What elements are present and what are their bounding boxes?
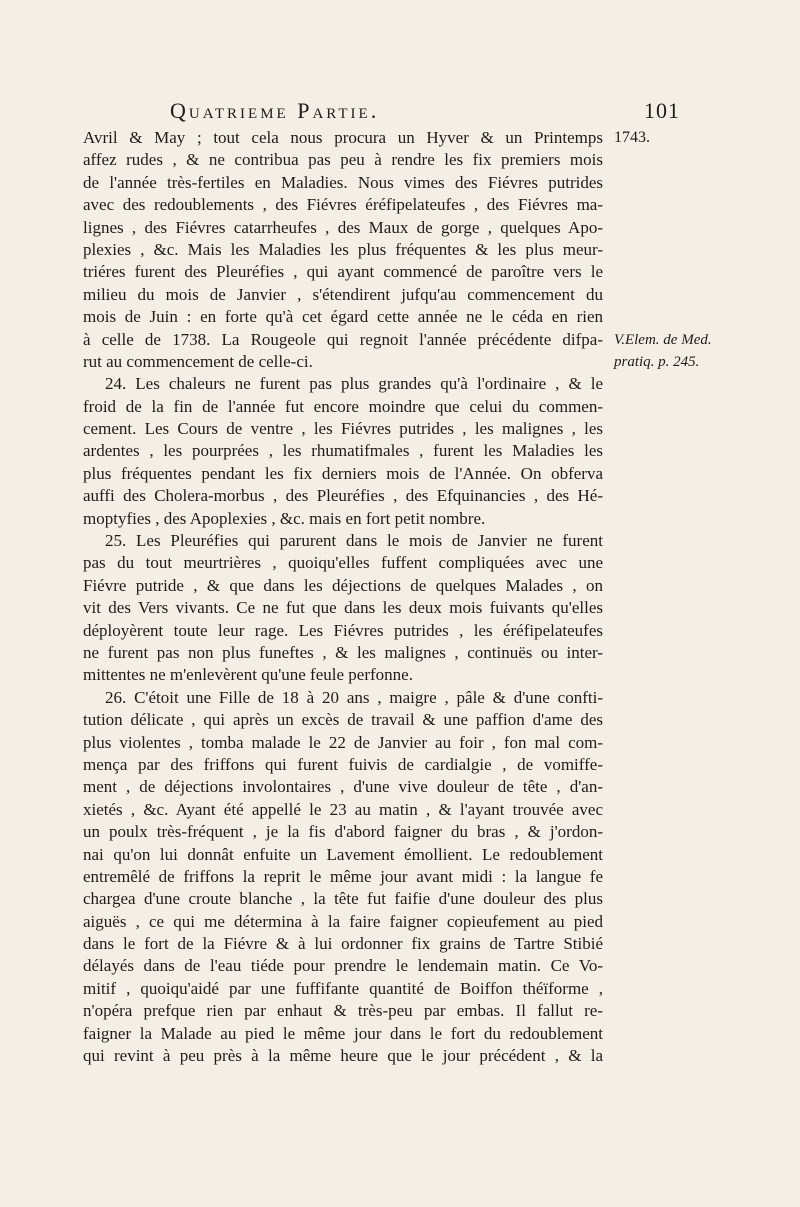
text-line: ne furent pas non plus funeftes , & les malignes , continuës ou inter-	[83, 642, 603, 662]
text-line: mittentes ne m'enlevèrent qu'une feule perfonne.	[83, 665, 413, 685]
text-line: de l'année très-fertiles en Maladies. Nous vimes des Fiévres putrides	[83, 172, 603, 192]
text-line: nai qu'on lui donnât enfuite un Lavement émollient. Le redoublement	[83, 844, 603, 864]
text-line: mença par des friffons qui furent fuivis de cardialgie , de vomiffe-	[83, 754, 603, 774]
text-line: vit des Vers vivants. Ce ne fut que dans les deux mois fuivants qu'elles	[83, 598, 603, 618]
text-line: n'opéra prefque rien par enhaut & très-peu par embas. Il fallut re-	[83, 1001, 603, 1021]
text-line: plus fréquentes pendant les fix derniers mois de l'Année. On obferva	[83, 463, 603, 483]
text-line: triéres furent des Pleuréfies , qui ayant commencé de paroître vers le	[83, 262, 603, 282]
text-line: ardentes , les pourprées , les rhumatifmales , furent les Maladies les	[83, 441, 603, 461]
text-line: Avril & May ; tout cela nous procura un Hyver & un Printemps	[83, 128, 603, 147]
text-line: lignes , des Fiévres catarrheufes , des Maux de gorge , quelques Apo-	[83, 217, 603, 237]
text-line: plexies , &c. Mais les Maladies les plus fréquentes & les plus meur-	[83, 239, 603, 259]
margin-year: 1743.	[614, 129, 650, 146]
text-line: mois de Juin : en forte qu'à cet égard cette année ne le céda en rien	[83, 307, 603, 327]
text-line: ment , de déjections involontaires , d'une vive douleur de tête , d'an-	[83, 777, 603, 797]
paragraph-25-start: 25. Les Pleuréfies qui parurent dans le mois de Janvier ne furent	[105, 531, 603, 551]
page-number: 101	[644, 98, 680, 123]
text-line: qui revint à peu près à la même heure que le jour précédent , & la	[83, 1046, 603, 1066]
text-line: milieu du mois de Janvier , s'étendirent jufqu'au commencement du	[83, 284, 603, 304]
text-line: mitif , quoiqu'aidé par une fuffifante quantité de Boiffon théïforme ,	[83, 978, 603, 998]
text-line: déployèrent toute leur rage. Les Fiévres putrides , les éréfipelateufes	[83, 620, 603, 640]
text-line: chargea d'une croute blanche , la tête fut faifie d'une douleur des plus	[83, 889, 603, 909]
text-line: dans le fort de la Fiévre & à lui ordonner fix grains de Tartre Stibié	[83, 934, 603, 954]
text-line: auffi des Cholera-morbus , des Pleuréfies , des Efquinancies , des Hé-	[83, 486, 603, 506]
running-head	[170, 98, 680, 124]
paragraph-24-start: 24. Les chaleurs ne furent pas plus grandes qu'à l'ordinaire , & le	[105, 374, 603, 394]
text-line: plus violentes , tomba malade le 22 de Janvier au foir , fon mal com-	[83, 732, 603, 752]
text-line: affez rudes , & ne contribua pas peu à rendre les fix premiers mois	[83, 150, 603, 170]
text-line: rut au commencement de celle-ci.	[83, 351, 313, 371]
running-head-title: Quatrieme Partie.	[170, 98, 380, 123]
text-line: tution délicate , qui après un excès de travail & une paffion d'ame des	[83, 710, 603, 730]
margin-reference-line-1: V.Elem. de Med.	[614, 332, 712, 348]
text-line: délayés dans de l'eau tiéde pour prendre le lendemain matin. Ce Vo-	[83, 956, 603, 976]
text-line: cement. Les Cours de ventre , les Fiévres putrides , les malignes , les	[83, 419, 603, 439]
text-line: faigner la Malade au pied le même jour dans le fort du redoublement	[83, 1023, 603, 1043]
margin-reference-line-2: pratiq. p. 245.	[614, 354, 700, 370]
body-text	[83, 127, 603, 1067]
text-line: un poulx très-fréquent , je la fis d'abord faigner du bras , & j'ordon-	[83, 822, 603, 842]
text-line: Fiévre putride , & que dans les déjections de quelques Malades , on	[83, 575, 603, 595]
text-line: xietés , &c. Ayant été appellé le 23 au matin , & l'ayant trouvée avec	[83, 799, 603, 819]
text-line: froid de la fin de l'année fut encore moindre que celui du commen-	[83, 396, 603, 416]
text-line: entremêlé de friffons la reprit le même jour avant midi : la langue fe	[83, 866, 603, 886]
text-line: à celle de 1738. La Rougeole qui regnoit l'année précédente difpa-	[83, 329, 603, 349]
text-line: moptyfies , des Apoplexies , &c. mais en fort petit nombre.	[83, 508, 486, 528]
text-line: avec des redoublements , des Fiévres éréfipelateufes , des Fiévres ma-	[83, 195, 603, 215]
paragraph-26-start: 26. C'étoit une Fille de 18 à 20 ans , maigre , pâle & d'une confti-	[105, 687, 603, 707]
text-line: pas du tout meurtrières , quoiqu'elles fuffent compliquées avec une	[83, 553, 603, 573]
text-line: aiguës , ce qui me détermina à la faire faigner copieufement au pied	[83, 911, 603, 931]
